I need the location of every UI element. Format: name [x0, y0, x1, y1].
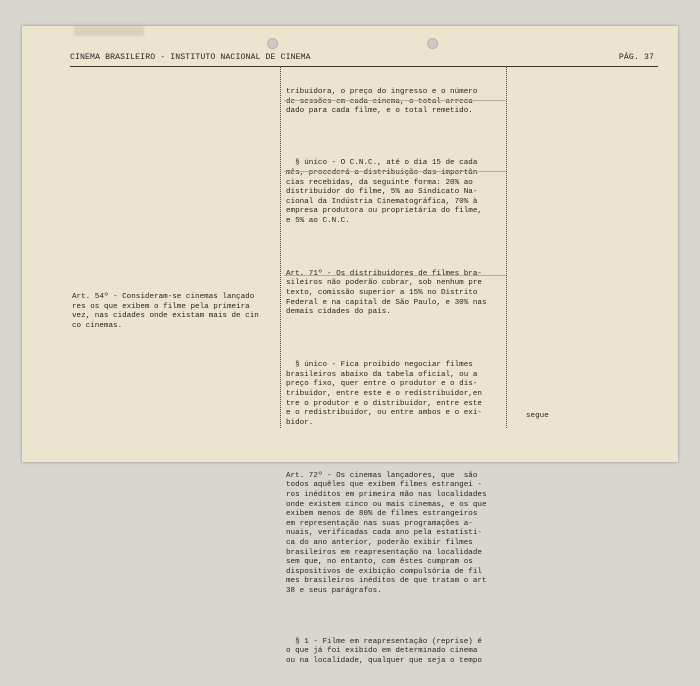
- continuation-note: segue: [526, 412, 549, 420]
- article-71-text: Art. 71º - Os distribuidores de filmes bra- sileiros não poderão cobrar, sob nenhum pre texto, comissão superior a 15% no Distrito Federal e na capital de São Paulo, e 30% nas demais cidades do país.: [286, 269, 487, 317]
- article-54-text: Art. 54º - Consideram-se cinemas lançado res os que exibem o filme pela primeira vez, nas cidades onde existam mais de cin co cinemas.: [72, 293, 259, 330]
- block-separator: [284, 275, 506, 276]
- paragraph-block: § único - O C.N.C., até o dia 15 de cada mês, procederá a distribuição das importân cias recebidas, da seguinte forma: 20% ao distribuidor do filme, 5% ao Sindicato Na- cional da Indústria Cinematográfica, 70% à empresa produtora ou proprietária do filme, e 5% ao C.N.C.: [286, 159, 482, 225]
- page-header: [70, 53, 654, 65]
- paragraph-block: § único - Fica proibido negociar filmes brasileiros abaixo da tabela oficial, ou a preço fixo, quer entre o produtor e o dis- tribuidor, entre este e o redistribuidor,en tre o produtor e o distribuidor, entre este e o redistribuidor, ou entre ambos e o exi- bidor.: [286, 361, 482, 427]
- page-number: PÁG. 37: [618, 53, 654, 62]
- block-separator: [284, 171, 506, 172]
- punch-hole: [267, 38, 278, 49]
- document-title: CINEMA BRASILEIRO - INSTITUTO NACIONAL DE CINEMA: [70, 53, 311, 62]
- article-72-text: Art. 72º - Os cinemas lançadores, que são todos aquêles que exibem filmes estrangei - ros inéditos em primeira mão nas localidades onde existem cinco ou mais cinemas, e os que exibem menos de 80% de filmes estrangeiros em representação nas suas programações a- nuais, verificadas cada ano pela estatísti- ca do ano anterior, poderão exibir filmes brasileiros em reapresentação na localidade sem que, no entanto, com êstes cumpram os dispositivos de exibição compulsória de fil mes brasileiros inéditos de que tratam o art 38 e seus parágrafos.: [286, 471, 487, 595]
- paragraph-block: § 1 - Filme em reapresentação (reprise) é o que já foi exibido em determinado cinema ou na localidade, qualquer que seja o tempo: [286, 637, 482, 666]
- column-divider-right: [506, 66, 507, 428]
- document-page: [22, 26, 678, 666]
- stamp-mark: [74, 26, 144, 36]
- right-column: [286, 69, 506, 686]
- header-rule: [70, 66, 658, 67]
- paragraph-block: tribuidora, o preço do ingresso e o número de sessões em cada cinema, o total arreca- dado para cada filme, e o total remetido.: [286, 88, 478, 116]
- punch-hole: [427, 38, 438, 49]
- block-separator: [284, 100, 506, 101]
- left-column: [72, 274, 284, 351]
- column-divider: [280, 66, 281, 428]
